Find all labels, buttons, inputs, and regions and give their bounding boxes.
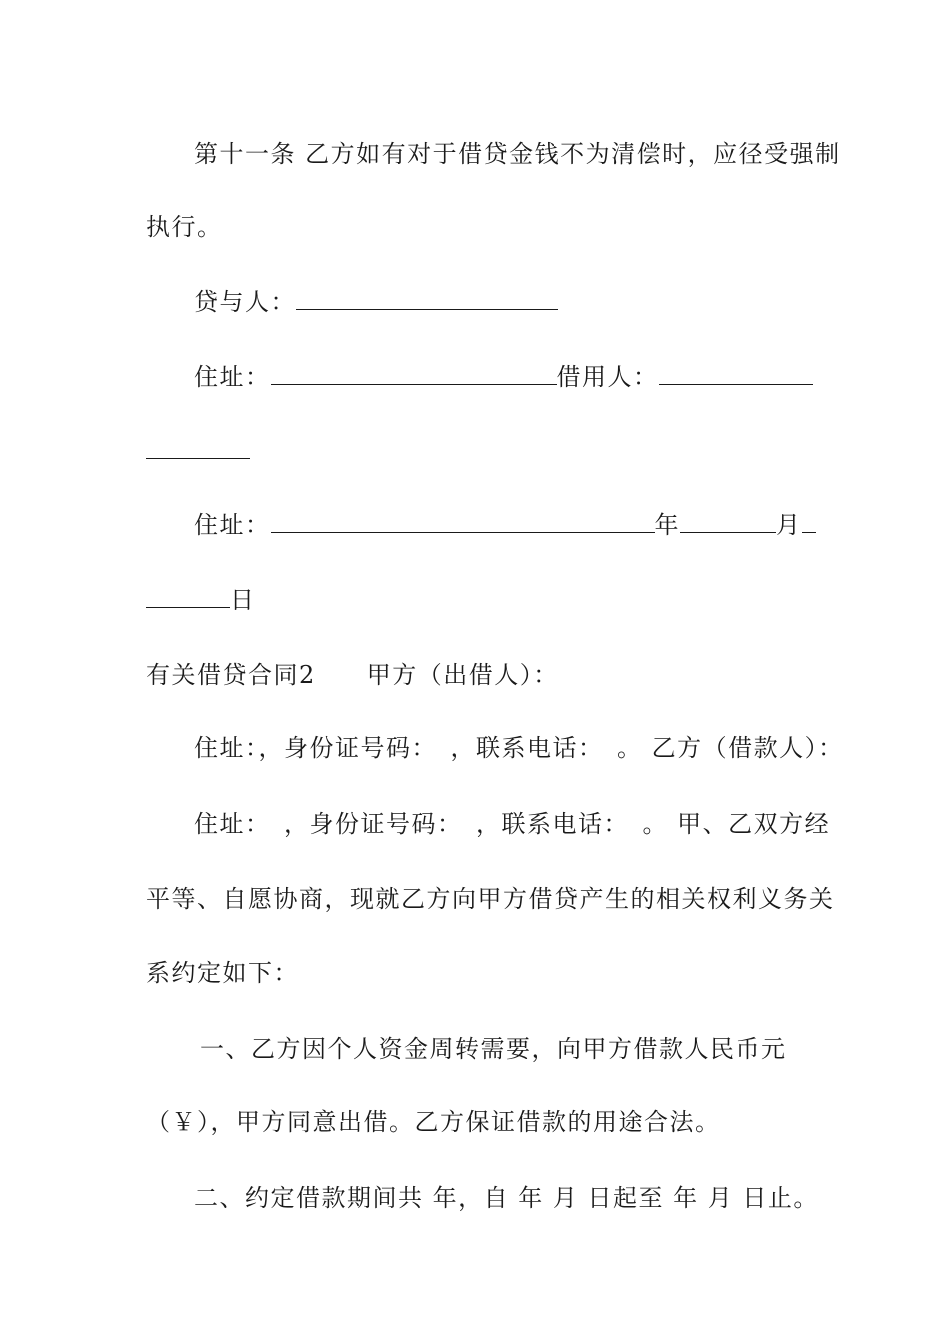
day-blank xyxy=(146,585,230,608)
address-borrower-line xyxy=(194,362,813,392)
lender-blank xyxy=(296,287,558,310)
clause-one-cont: （￥），甲方同意出借。乙方保证借款的用途合法。 xyxy=(146,1108,721,1136)
address-label-2: 住址： xyxy=(194,511,271,539)
lender-label: 贷与人： xyxy=(194,288,296,316)
party-b-info: 住址： ，身份证号码： ，联系电话： 。 甲、乙双方经 xyxy=(194,810,831,838)
borrower-blank xyxy=(659,362,813,385)
month-label: 月 xyxy=(776,511,802,539)
year-label: 年 xyxy=(654,511,680,539)
clause-one: 一、乙方因个人资金周转需要，向甲方借款人民币元 xyxy=(200,1035,787,1063)
lender-line xyxy=(194,287,558,317)
month-blank xyxy=(802,510,816,533)
address-label: 住址： xyxy=(194,363,271,391)
agreement-intro-cont: 系约定如下： xyxy=(146,959,299,987)
party-a-info: 住址：，身份证号码： ，联系电话： 。 乙方（借款人）： xyxy=(194,734,844,762)
contract-2-heading: 有关借贷合同2 甲方（出借人）： xyxy=(146,661,559,689)
clause-eleven-cont: 执行。 xyxy=(146,213,223,241)
borrower-blank-cont xyxy=(146,436,250,466)
clause-two: 二、约定借款期间共 年，自 年 月 日起至 年 月 日止。 xyxy=(194,1184,819,1212)
year-blank xyxy=(680,510,776,533)
day-label: 日 xyxy=(230,586,256,614)
address-blank xyxy=(271,362,557,385)
borrower-label: 借用人： xyxy=(556,363,659,391)
borrower-blank-tail xyxy=(146,436,250,459)
address-blank-2 xyxy=(271,510,655,533)
day-line xyxy=(146,585,256,615)
clause-eleven: 第十一条 乙方如有对于借贷金钱不为清偿时，应径受强制 xyxy=(194,140,841,168)
address-date-line xyxy=(194,510,816,540)
agreement-intro: 平等、自愿协商，现就乙方向甲方借贷产生的相关权利义务关 xyxy=(146,885,835,913)
